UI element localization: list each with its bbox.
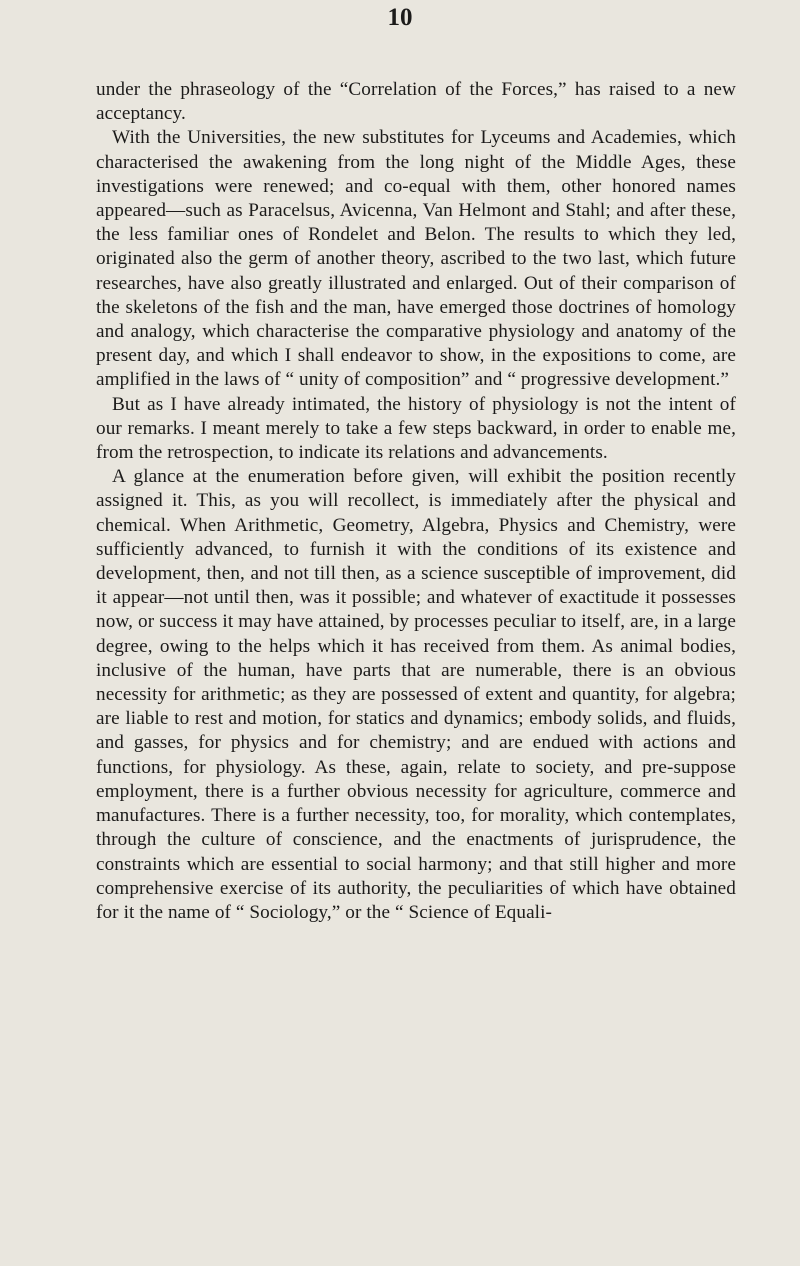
- paragraph-continuation: under the phraseology of the “Correlation of the Forces,” has raised to a new acceptancy.: [96, 79, 736, 125]
- page-number: 10: [387, 4, 413, 31]
- paragraph-history-intent: But as I have already intimated, the history of physiology is not the intent of our remarks. I meant merely to take a few steps backward, in order to enable me, from the retrospection, to indicate its relations and advancements.: [96, 393, 736, 464]
- paragraph-enumeration: A glance at the enumeration before given, will exhibit the position recently assigned it. This, as you will recollect, is immediately after the physical and chemical. When Arithmetic, Geometry, Algebra, Physics and Chemistry, were sufficiently advanced, to furnish it with the conditions of its existence and development, then, and not till then, as a science susceptible of improvement, did it appear—not until then, was it possible; and whatever of exactitude it possesses now, or success it may have attained, by processes peculiar to itself, are, in a large degree, owing to the helps which it has received from them. As animal bodies, inclusive of the human, have parts that are numerable, there is an obvious necessity for arithmetic; as they are possessed of extent and quantity, for algebra; are liable to rest and motion, for statics and dynamics; embody solids, and fluids, and gasses, for physics and for chemistry; and are endued with actions and functions, for physiology. As these, again, relate to society, and pre-suppose employment, there is a further obvious necessity for agriculture, commerce and manufactures. There is a further necessity, too, for morality, which contemplates, through the culture of conscience, and the enactments of jurisprudence, the constraints which are essential to social harmony; and that still higher and more comprehensive exercise of its authority, the peculiarities of which have obtained for it the name of “ Sociology,” or the “ Science of Equali-: [96, 466, 736, 923]
- body-text: [96, 78, 736, 925]
- paragraph-universities: With the Universities, the new substitutes for Lyceums and Academies, which characterised the awakening from the long night of the Middle Ages, these investigations were renewed; and co-equal with them, other honored names appeared—such as Paracelsus, Avicenna, Van Helmont and Stahl; and after these, the less familiar ones of Rondelet and Belon. The results to which they led, originated also the germ of another theory, ascribed to the two last, which future researches, have also greatly illustrated and enlarged. Out of their comparison of the skeletons of the fish and the man, have emerged those doctrines of homology and analogy, which characterise the comparative physiology and anatomy of the present day, and which I shall endeavor to show, in the expositions to come, are amplified in the laws of “ unity of composition” and “ progressive development.”: [96, 127, 736, 391]
